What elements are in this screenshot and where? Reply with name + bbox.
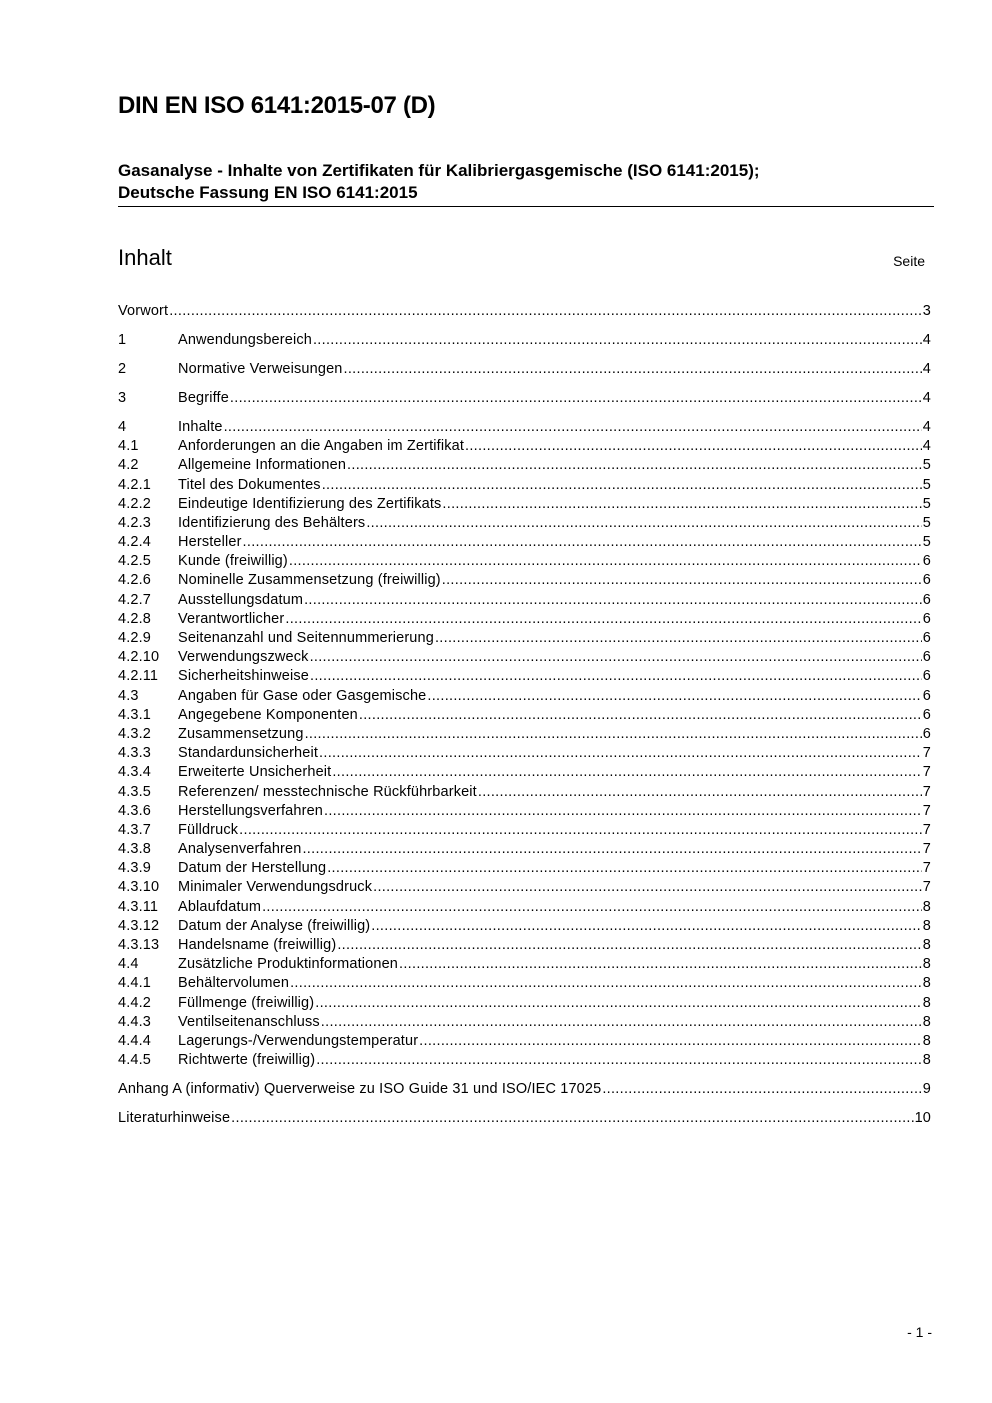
toc-entry-number: 4.2.5 — [118, 553, 151, 570]
toc-dot-leader — [262, 898, 922, 917]
toc-entry-number: 4.2 — [118, 457, 139, 474]
toc-entry-title: Richtwerte (freiwillig) — [178, 1052, 316, 1069]
toc-dot-leader — [465, 437, 922, 456]
toc-dot-leader — [366, 514, 921, 533]
toc-entry-number: 4.4.5 — [118, 1052, 151, 1069]
toc-entry-page: 7 — [922, 841, 931, 858]
toc-entry[interactable] — [118, 783, 931, 802]
toc-dot-leader — [310, 667, 922, 686]
toc-entry-page: 5 — [922, 457, 931, 474]
toc-entry-title: Allgemeine Informationen — [178, 457, 347, 474]
toc-entry[interactable] — [118, 1109, 931, 1128]
toc-entry-number: 4.3.7 — [118, 821, 151, 838]
toc-dot-leader — [399, 955, 922, 974]
toc-entry[interactable] — [118, 898, 931, 917]
toc-entry-number: 4.2.10 — [118, 649, 160, 666]
toc-entry[interactable] — [118, 1080, 931, 1099]
toc-entry-page: 7 — [922, 802, 931, 819]
toc-entry-page: 6 — [922, 725, 931, 742]
toc-entry-page: 7 — [922, 764, 931, 781]
toc-dot-leader — [315, 994, 922, 1013]
toc-entry[interactable] — [118, 859, 931, 878]
toc-entry-page: 8 — [922, 1052, 931, 1069]
toc-entry-number: 4.3.4 — [118, 764, 151, 781]
toc-entry-title: Fülldruck — [178, 821, 239, 838]
toc-dot-leader — [435, 629, 922, 648]
toc-entry[interactable] — [118, 456, 931, 475]
toc-entry[interactable] — [118, 706, 931, 725]
toc-entry[interactable] — [118, 667, 931, 686]
toc-entry-number: 4.4.1 — [118, 975, 151, 992]
subtitle-line-1: Gasanalyse - Inhalte von Zertifikaten für Kalibriergasgemische (ISO 6141:2015); — [118, 161, 760, 180]
toc-entry-number: 1 — [118, 331, 127, 348]
toc-entry-number: 4.2.7 — [118, 591, 151, 608]
toc-entry-title: Ventilseitenanschluss — [178, 1013, 320, 1030]
toc-dot-leader — [442, 571, 922, 590]
toc-entry[interactable] — [118, 955, 931, 974]
toc-entry-title: Referenzen/ messtechnische Rückführbarkeit — [178, 783, 477, 800]
toc-entry[interactable] — [118, 360, 931, 379]
toc-dot-leader — [243, 533, 922, 552]
toc-entry[interactable] — [118, 302, 931, 321]
toc-entry-title: Inhalte — [178, 418, 223, 435]
toc-entry-title: Datum der Herstellung — [178, 860, 327, 877]
toc-entry-title: Anhang A (informativ) Querverweise zu ISO Guide 31 und ISO/IEC 17025 — [118, 1081, 602, 1098]
toc-entry-page: 7 — [922, 745, 931, 762]
table-of-contents — [118, 302, 931, 1128]
toc-entry-title: Ausstellungsdatum — [178, 591, 304, 608]
toc-entry-title: Identifizierung des Behälters — [178, 514, 366, 531]
toc-dot-leader — [319, 744, 922, 763]
toc-dot-leader — [419, 1032, 922, 1051]
page-number: - 1 - — [907, 1324, 932, 1340]
toc-dot-leader — [347, 456, 922, 475]
toc-entry-number: 4.3.5 — [118, 783, 151, 800]
toc-entry-page: 5 — [922, 476, 931, 493]
document-title: DIN EN ISO 6141:2015-07 (D) — [118, 92, 436, 119]
toc-entry-page: 6 — [922, 572, 931, 589]
toc-entry-number: 4.3.13 — [118, 937, 160, 953]
toc-entry[interactable] — [118, 552, 931, 571]
toc-entry-page: 6 — [922, 630, 931, 646]
toc-dot-leader — [310, 648, 922, 667]
toc-entry-number: 4.3.11 — [118, 898, 159, 915]
toc-entry-number: 4.4.2 — [118, 994, 151, 1011]
toc-dot-leader — [231, 1109, 913, 1128]
toc-entry[interactable] — [118, 821, 931, 840]
toc-entry-page: 8 — [922, 956, 931, 973]
toc-entry[interactable] — [118, 1032, 931, 1051]
toc-entry-page: 10 — [914, 1110, 931, 1127]
toc-dot-leader — [337, 936, 921, 955]
toc-entry[interactable] — [118, 744, 931, 763]
toc-entry-page: 7 — [922, 860, 931, 877]
toc-entry[interactable] — [118, 331, 931, 350]
toc-entry-page: 6 — [922, 668, 931, 685]
toc-entry-number: 4.2.8 — [118, 610, 151, 627]
toc-entry[interactable] — [118, 533, 931, 552]
toc-entry[interactable] — [118, 1013, 931, 1032]
toc-entry-title: Erweiterte Unsicherheit — [178, 764, 332, 781]
toc-entry-page: 9 — [922, 1081, 931, 1098]
toc-dot-leader — [169, 302, 922, 321]
toc-entry[interactable] — [118, 648, 931, 667]
toc-entry-page: 8 — [922, 1013, 931, 1030]
toc-dot-leader — [327, 859, 922, 878]
toc-entry[interactable] — [118, 840, 931, 859]
toc-dot-leader — [305, 725, 922, 744]
toc-entry-page: 6 — [922, 610, 931, 627]
toc-entry-title: Eindeutige Identifizierung des Zertifikats — [178, 495, 442, 512]
toc-entry-title: Herstellungsverfahren — [178, 802, 323, 819]
subtitle-line-2: Deutsche Fassung EN ISO 6141:2015 — [118, 183, 418, 202]
toc-dot-leader — [359, 706, 922, 725]
toc-entry-title: Angaben für Gase oder Gasgemische — [178, 687, 427, 704]
toc-entry[interactable] — [118, 994, 931, 1013]
toc-dot-leader — [478, 783, 922, 802]
toc-entry-number: 4.4.4 — [118, 1032, 151, 1049]
toc-entry-page: 5 — [922, 514, 931, 531]
toc-entry-number: 4 — [118, 418, 127, 435]
toc-entry-number: 4.2.2 — [118, 495, 151, 512]
toc-dot-leader — [322, 476, 922, 495]
toc-entry-number: 4.3.12 — [118, 917, 160, 934]
toc-entry[interactable] — [118, 936, 931, 955]
toc-entry-title: Analysenverfahren — [178, 841, 302, 858]
toc-entry-page: 3 — [922, 303, 931, 319]
toc-entry-title: Handelsname (freiwillig) — [178, 937, 337, 953]
toc-entry[interactable] — [118, 437, 931, 456]
toc-entry-page: 8 — [922, 994, 931, 1011]
toc-entry[interactable] — [118, 974, 931, 993]
toc-entry-number: 4.3.1 — [118, 706, 151, 723]
toc-entry-title: Vorwort — [118, 303, 169, 319]
toc-dot-leader — [285, 610, 921, 629]
toc-entry[interactable] — [118, 917, 931, 936]
toc-entry[interactable] — [118, 1051, 931, 1070]
toc-entry-number: 4.1 — [118, 438, 139, 455]
toc-entry-page: 4 — [922, 418, 931, 435]
toc-entry-number: 2 — [118, 360, 127, 377]
toc-entry-title: Literaturhinweise — [118, 1110, 231, 1127]
toc-entry[interactable] — [118, 571, 931, 590]
toc-dot-leader — [344, 360, 922, 379]
toc-dot-leader — [230, 389, 922, 408]
toc-entry-page: 8 — [922, 917, 931, 934]
toc-entry-title: Lagerungs-/Verwendungstemperatur — [178, 1032, 419, 1049]
toc-entry-title: Standardunsicherheit — [178, 745, 319, 762]
toc-entry-title: Zusammensetzung — [178, 725, 304, 742]
document-subtitle — [118, 160, 934, 204]
toc-entry[interactable] — [118, 802, 931, 821]
toc-entry-title: Verwendungszweck — [178, 649, 309, 666]
toc-entry[interactable] — [118, 418, 931, 437]
toc-entry-number: 4.3.8 — [118, 841, 151, 858]
toc-entry-title: Anwendungsbereich — [178, 331, 312, 348]
toc-entry-page: 8 — [922, 975, 931, 992]
toc-dot-leader — [316, 1051, 922, 1070]
toc-dot-leader — [289, 552, 922, 571]
toc-entry-page: 8 — [922, 1032, 931, 1049]
toc-entry[interactable] — [118, 725, 931, 744]
toc-dot-leader — [224, 418, 922, 437]
toc-dot-leader — [290, 974, 922, 993]
toc-entry-number: 4.3.3 — [118, 745, 151, 762]
toc-entry[interactable] — [118, 495, 931, 514]
toc-entry-number: 4.2.11 — [118, 668, 159, 685]
toc-entry-page: 7 — [922, 879, 931, 896]
toc-entry-page: 7 — [922, 783, 931, 800]
toc-entry[interactable] — [118, 687, 931, 706]
toc-entry-page: 6 — [922, 649, 931, 666]
toc-dot-leader — [427, 687, 921, 706]
toc-entry-number: 4.3 — [118, 687, 139, 704]
toc-dot-leader — [302, 840, 921, 859]
toc-entry-number: 4.3.10 — [118, 879, 160, 896]
toc-entry-title: Verantwortlicher — [178, 610, 285, 627]
toc-dot-leader — [313, 331, 922, 350]
toc-entry-title: Kunde (freiwillig) — [178, 553, 288, 570]
toc-page-label: Seite — [893, 253, 925, 269]
toc-entry[interactable] — [118, 629, 931, 648]
toc-entry[interactable] — [118, 763, 931, 782]
toc-entry-title: Seitenanzahl und Seitennummerierung — [178, 630, 434, 646]
toc-entry-title: Normative Verweisungen — [178, 360, 343, 377]
toc-entry-number: 4.4.3 — [118, 1013, 151, 1030]
toc-entry-page: 4 — [922, 360, 931, 377]
toc-entry-title: Minimaler Verwendungsdruck — [178, 879, 373, 896]
toc-entry-page: 4 — [922, 438, 931, 455]
toc-entry[interactable] — [118, 514, 931, 533]
toc-entry-title: Behältervolumen — [178, 975, 290, 992]
title-divider — [118, 206, 934, 207]
toc-dot-leader — [239, 821, 922, 840]
toc-entry-page: 6 — [922, 591, 931, 608]
toc-dot-leader — [321, 1013, 922, 1032]
toc-entry[interactable] — [118, 591, 931, 610]
toc-entry-title: Angegebene Komponenten — [178, 706, 358, 723]
toc-entry-page: 8 — [922, 937, 931, 953]
toc-entry-number: 4.3.9 — [118, 860, 151, 877]
toc-entry-title: Hersteller — [178, 534, 242, 551]
toc-heading: Inhalt — [118, 245, 172, 270]
toc-entry-page: 6 — [922, 687, 931, 704]
toc-entry-page: 6 — [922, 553, 931, 570]
toc-entry-number: 3 — [118, 389, 127, 406]
toc-entry[interactable] — [118, 389, 931, 408]
toc-entry-page: 8 — [922, 898, 931, 915]
toc-entry-number: 4.2.4 — [118, 534, 151, 551]
toc-dot-leader — [442, 495, 921, 514]
toc-entry-title: Füllmenge (freiwillig) — [178, 994, 315, 1011]
toc-entry-title: Nominelle Zusammensetzung (freiwillig) — [178, 572, 441, 589]
toc-entry-number: 4.4 — [118, 956, 139, 973]
toc-entry-title: Datum der Analyse (freiwillig) — [178, 917, 371, 934]
toc-entry[interactable] — [118, 476, 931, 495]
toc-dot-leader — [304, 591, 922, 610]
toc-dot-leader — [373, 878, 922, 897]
toc-entry-number: 4.2.3 — [118, 514, 151, 531]
toc-entry[interactable] — [118, 610, 931, 629]
toc-entry[interactable] — [118, 878, 931, 897]
toc-entry-page: 4 — [922, 331, 931, 348]
toc-entry-title: Zusätzliche Produktinformationen — [178, 956, 398, 973]
toc-entry-number: 4.2.9 — [118, 630, 151, 646]
toc-entry-number: 4.2.1 — [118, 476, 151, 493]
toc-dot-leader — [332, 763, 921, 782]
toc-entry-page: 7 — [922, 821, 931, 838]
toc-entry-title: Begriffe — [178, 389, 229, 406]
toc-entry-number: 4.3.2 — [118, 725, 151, 742]
toc-entry-title: Sicherheitshinweise — [178, 668, 309, 685]
toc-dot-leader — [371, 917, 922, 936]
toc-entry-title: Ablaufdatum — [178, 898, 262, 915]
toc-entry-title: Titel des Dokumentes — [178, 476, 321, 493]
toc-entry-page: 4 — [922, 389, 931, 406]
toc-entry-page: 6 — [922, 706, 931, 723]
toc-dot-leader — [602, 1080, 921, 1099]
toc-entry-number: 4.2.6 — [118, 572, 151, 589]
toc-entry-page: 5 — [922, 495, 931, 512]
toc-dot-leader — [324, 802, 922, 821]
toc-entry-title: Anforderungen an die Angaben im Zertifikat — [178, 438, 465, 455]
toc-entry-page: 5 — [922, 534, 931, 551]
toc-entry-number: 4.3.6 — [118, 802, 151, 819]
